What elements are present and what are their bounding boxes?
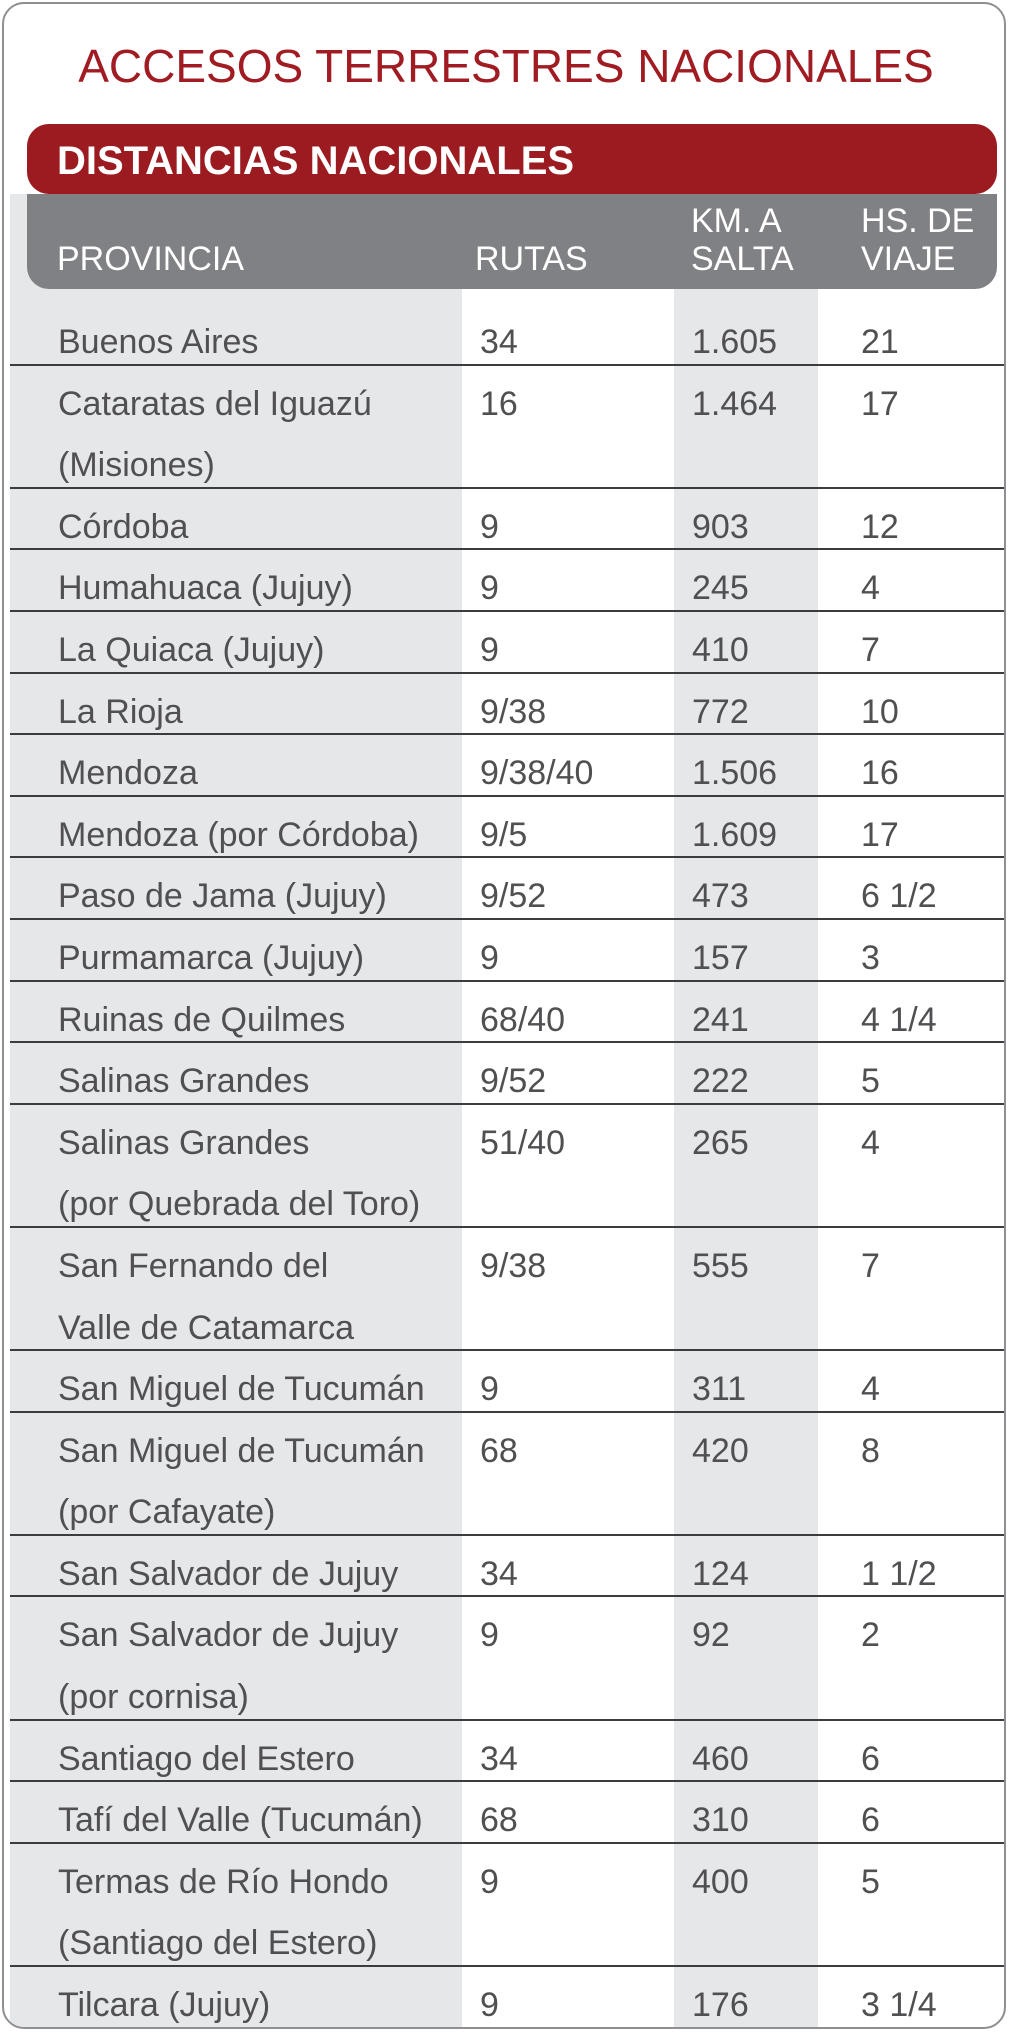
table-body — [10, 304, 1006, 2029]
cell-km-a-salta: 772 — [692, 692, 749, 731]
cell-km-a-salta: 222 — [692, 1062, 749, 1101]
page-title: ACCESOS TERRESTRES NACIONALES — [78, 40, 934, 92]
table-row — [10, 304, 1006, 366]
cell-km-a-salta: 310 — [692, 1801, 749, 1840]
cell-hs-de-viaje: 4 — [861, 1370, 880, 1409]
cell-provincia: San Miguel de Tucumán (por Cafayate) — [58, 1431, 425, 1532]
cell-provincia: La Quiaca (Jujuy) — [58, 630, 325, 669]
cell-km-a-salta: 400 — [692, 1862, 749, 1901]
cell-hs-de-viaje: 17 — [861, 815, 899, 854]
cell-hs-de-viaje: 6 — [861, 1801, 880, 1840]
cell-rutas: 9 — [480, 1986, 499, 2025]
cell-rutas: 9 — [480, 630, 499, 669]
cell-hs-de-viaje: 2 — [861, 1616, 880, 1655]
cell-rutas: 9/52 — [480, 877, 547, 916]
cell-rutas: 34 — [480, 1554, 518, 1593]
table-row — [10, 1105, 1006, 1228]
cell-rutas: 68 — [480, 1431, 518, 1470]
table-row — [10, 1351, 1006, 1413]
table-row — [10, 1597, 1006, 1720]
cell-hs-de-viaje: 3 1/4 — [861, 1986, 937, 2025]
cell-hs-de-viaje: 12 — [861, 507, 899, 546]
cell-km-a-salta: 473 — [692, 877, 749, 916]
cell-provincia: San Salvador de Jujuy (por cornisa) — [58, 1616, 399, 1717]
cell-km-a-salta: 903 — [692, 507, 749, 546]
cell-rutas: 9/52 — [480, 1062, 547, 1101]
cell-provincia: Tilcara (Jujuy) — [58, 1986, 271, 2025]
table-row — [10, 674, 1006, 736]
table-row — [10, 1228, 1006, 1351]
cell-hs-de-viaje: 1 1/2 — [861, 1554, 937, 1593]
cell-provincia: Ruinas de Quilmes — [58, 1000, 346, 1039]
cell-km-a-salta: 265 — [692, 1123, 749, 1162]
cell-km-a-salta: 124 — [692, 1554, 749, 1593]
cell-rutas: 9/5 — [480, 815, 528, 854]
cell-hs-de-viaje: 6 1/2 — [861, 877, 937, 916]
cell-provincia: Humahuaca (Jujuy) — [58, 569, 353, 608]
cell-rutas: 34 — [480, 323, 518, 361]
cell-hs-de-viaje: 7 — [861, 630, 880, 669]
cell-km-a-salta: 245 — [692, 569, 749, 608]
cell-hs-de-viaje: 8 — [861, 1431, 880, 1470]
cell-provincia: Mendoza (por Córdoba) — [58, 815, 419, 854]
cell-provincia: Purmamarca (Jujuy) — [58, 938, 365, 977]
cell-provincia: Termas de Río Hondo (Santiago del Estero) — [58, 1862, 389, 1963]
cell-hs-de-viaje: 3 — [861, 938, 880, 977]
cell-provincia: Tafí del Valle (Tucumán) — [58, 1801, 423, 1840]
table-row — [10, 858, 1006, 920]
cell-rutas: 68 — [480, 1801, 518, 1840]
cell-km-a-salta: 1.506 — [692, 754, 778, 793]
cell-provincia: Salinas Grandes — [58, 1062, 310, 1101]
cell-hs-de-viaje: 5 — [861, 1862, 880, 1901]
cell-rutas: 9/38 — [480, 692, 547, 731]
cell-rutas: 9 — [480, 569, 499, 608]
cell-hs-de-viaje: 10 — [861, 692, 899, 731]
table-header — [27, 194, 997, 289]
cell-hs-de-viaje: 16 — [861, 754, 899, 793]
table-row — [10, 1721, 1006, 1783]
cell-hs-de-viaje: 4 1/4 — [861, 1000, 937, 1039]
section-title: DISTANCIAS NACIONALES — [57, 139, 575, 183]
header-provincia: PROVINCIA — [57, 240, 245, 278]
cell-provincia: Paso de Jama (Jujuy) — [58, 877, 387, 916]
cell-hs-de-viaje: 5 — [861, 1062, 880, 1101]
cell-provincia: Salinas Grandes (por Quebrada del Toro) — [58, 1123, 421, 1224]
table-row — [10, 550, 1006, 612]
table-row — [10, 612, 1006, 674]
cell-km-a-salta: 311 — [692, 1370, 747, 1409]
table-row — [10, 1536, 1006, 1598]
table-row — [10, 1413, 1006, 1536]
cell-km-a-salta: 555 — [692, 1246, 749, 1285]
cell-km-a-salta: 241 — [692, 1000, 749, 1039]
table-row — [10, 982, 1006, 1044]
table-row — [10, 735, 1006, 797]
table-row — [10, 920, 1006, 982]
cell-rutas: 9/38 — [480, 1246, 547, 1285]
cell-provincia: La Rioja — [58, 692, 183, 731]
cell-rutas: 9/38/40 — [480, 754, 594, 793]
table-row — [10, 1782, 1006, 1844]
cell-hs-de-viaje: 4 — [861, 1123, 880, 1162]
cell-rutas: 9 — [480, 1616, 499, 1655]
cell-rutas: 9 — [480, 507, 499, 546]
cell-km-a-salta: 176 — [692, 1986, 749, 2025]
header-hs-de-viaje: HS. DE VIAJE — [861, 202, 975, 278]
cell-km-a-salta: 1.464 — [692, 384, 778, 423]
header-km-a-salta: KM. A SALTA — [691, 202, 794, 278]
cell-rutas: 16 — [480, 384, 518, 423]
cell-provincia: Cataratas del Iguazú (Misiones) — [58, 384, 372, 485]
cell-provincia: Mendoza — [58, 754, 198, 793]
cell-rutas: 9 — [480, 938, 499, 977]
cell-provincia: San Miguel de Tucumán — [58, 1370, 425, 1409]
table-row — [10, 797, 1006, 859]
table-row — [10, 1043, 1006, 1105]
cell-rutas: 51/40 — [480, 1123, 566, 1162]
cell-km-a-salta: 1.609 — [692, 815, 778, 854]
table-row — [10, 1967, 1006, 2029]
cell-km-a-salta: 420 — [692, 1431, 749, 1470]
cell-rutas: 34 — [480, 1739, 518, 1778]
cell-km-a-salta: 1.605 — [692, 323, 778, 361]
header-rutas: RUTAS — [475, 240, 588, 278]
cell-rutas: 68/40 — [480, 1000, 566, 1039]
cell-provincia: San Salvador de Jujuy — [58, 1554, 399, 1593]
cell-hs-de-viaje: 4 — [861, 569, 880, 608]
cell-provincia: San Fernando del Valle de Catamarca — [58, 1246, 355, 1347]
cell-hs-de-viaje: 7 — [861, 1246, 880, 1285]
cell-km-a-salta: 460 — [692, 1739, 749, 1778]
cell-km-a-salta: 157 — [692, 938, 749, 977]
table-row — [10, 1844, 1006, 1967]
cell-rutas: 9 — [480, 1862, 499, 1901]
table-row — [10, 366, 1006, 489]
cell-provincia: Santiago del Estero — [58, 1739, 355, 1778]
table-row — [10, 489, 1006, 551]
cell-rutas: 9 — [480, 1370, 499, 1409]
cell-hs-de-viaje: 17 — [861, 384, 899, 423]
cell-provincia: Buenos Aires — [58, 323, 259, 361]
cell-km-a-salta: 410 — [692, 630, 749, 669]
section-header-bar — [27, 124, 997, 194]
cell-provincia: Córdoba — [58, 507, 189, 546]
distances-card — [2, 2, 1006, 2029]
cell-hs-de-viaje: 6 — [861, 1739, 880, 1778]
cell-km-a-salta: 92 — [692, 1616, 730, 1655]
cell-hs-de-viaje: 21 — [861, 323, 899, 361]
